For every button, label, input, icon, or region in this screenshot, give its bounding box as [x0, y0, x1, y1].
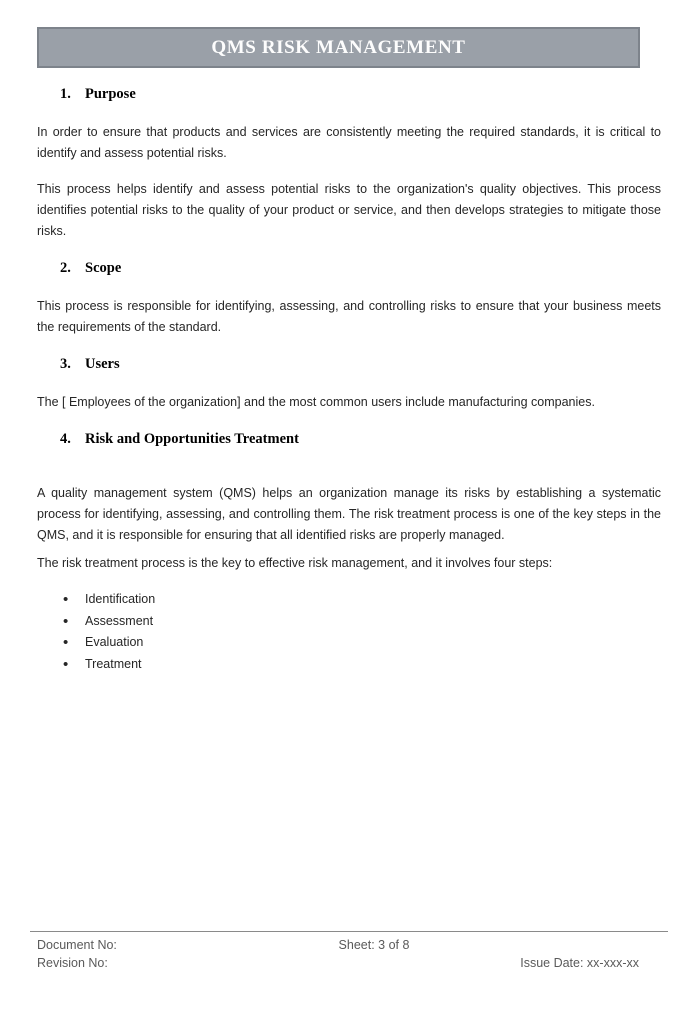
footer-row-2: [30, 954, 668, 972]
section-heading-purpose: [37, 86, 661, 103]
section-title: Users: [85, 356, 120, 372]
section-number: 1.: [60, 86, 71, 102]
list-item-evaluation: • Evaluation: [37, 632, 661, 654]
paragraph-purpose-2: This process helps identify and assess potential risks to the organization's quality objectives. This process identifies potential risks to the quality of your product or service, and then develops strategies to mitigate those risks.: [37, 182, 661, 238]
section-number: 3.: [60, 356, 71, 372]
section-heading-risk-treatment: [37, 431, 661, 448]
section-title: Purpose: [85, 86, 136, 102]
section-heading-scope: [37, 260, 661, 277]
section-heading-users: [37, 356, 661, 373]
list-item-identification: • Identification: [37, 589, 661, 611]
sheet-label: Sheet: 3 of 8: [338, 938, 410, 952]
revision-no-label: Revision No:: [37, 956, 108, 970]
document-footer: [30, 931, 668, 972]
paragraph-risk-treatment-2: The risk treatment process is the key to effective risk management, and it involves four steps:: [37, 556, 553, 570]
footer-row-1: [30, 936, 668, 954]
paragraph-purpose-1: In order to ensure that products and services are consistently meeting the required standards, it is critical to identify and assess potential risks.: [37, 125, 661, 160]
paragraph-scope-1: This process is responsible for identifying, assessing, and controlling risks to ensure that your business meets the requirements of the standard.: [37, 299, 661, 334]
section-title: Scope: [85, 260, 122, 276]
document-body: [37, 68, 661, 675]
risk-steps-list: [37, 589, 661, 675]
issue-date-label: Issue Date: xx-xxx-xx: [520, 956, 639, 970]
document-title-banner: [37, 27, 640, 68]
document-no-label: Document No:: [37, 938, 117, 952]
paragraph-users-1: The [ Employees of the organization] and the most common users include manufacturing companies.: [37, 395, 595, 409]
section-number: 4.: [60, 431, 71, 447]
document-title: QMS RISK MANAGEMENT: [211, 36, 466, 58]
list-item-treatment: • Treatment: [37, 654, 661, 676]
section-title: Risk and Opportunities Treatment: [85, 431, 299, 447]
section-number: 2.: [60, 260, 71, 276]
list-item-assessment: • Assessment: [37, 611, 661, 633]
paragraph-risk-treatment-1: A quality management system (QMS) helps an organization manage its risks by establishing a systematic process for identifying, assessing, and controlling them. The risk treatment process is one of the key steps in the QMS, and it is responsible for ensuring that all identified risks are properly managed.: [37, 486, 661, 542]
